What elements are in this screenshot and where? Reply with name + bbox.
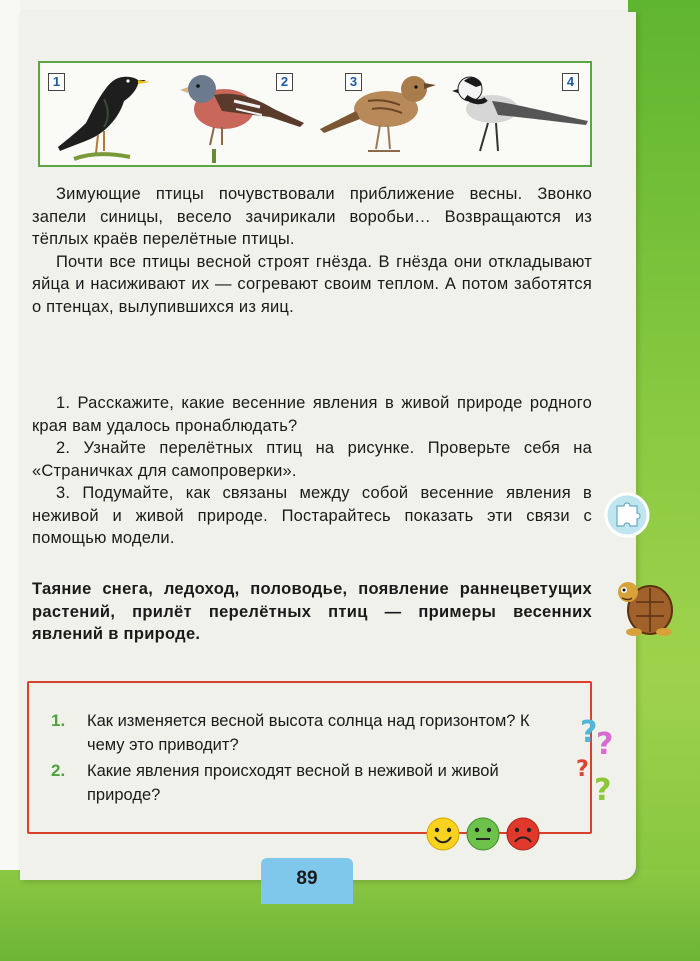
question-1 xyxy=(51,709,551,757)
page-number: 89 xyxy=(296,868,318,889)
bird-label-1: 1 xyxy=(48,73,65,91)
svg-text:?: ? xyxy=(594,773,612,804)
smiley-sad-icon xyxy=(506,817,540,851)
smiley-neutral-icon xyxy=(466,817,500,851)
puzzle-icon xyxy=(604,492,650,538)
svg-text:?: ? xyxy=(580,715,598,750)
starling-bird-icon xyxy=(54,65,154,165)
bird-label-4: 4 xyxy=(562,73,579,91)
task-3: 3. Подумайте, как связаны между собой весенние явления в неживой и живой природе. Постарайтесь показать эти связи с помощью модели. xyxy=(32,484,592,547)
svg-text:?: ? xyxy=(596,727,614,762)
turtle-mascot-icon xyxy=(614,570,676,638)
task-2: 2. Узнайте перелётных птиц на рисунке. Проверьте себя на «Страничках для самопроверки». xyxy=(32,439,592,480)
intro-paragraphs xyxy=(32,183,592,318)
question-2-text: Какие явления происходят весной в неживой и живой природе? xyxy=(87,762,499,804)
smiley-happy-icon xyxy=(426,817,460,851)
chaffinch-bird-icon xyxy=(174,65,314,165)
paragraph-birds-return: Зимующие птицы почувствовали приближение весны. Звонко запели синицы, весело зачирикали воробьи… Возвращаются из тёплых краёв перелётные птицы. xyxy=(32,185,592,248)
tasks-list xyxy=(32,392,592,550)
paragraph-nests: Почти все птицы весной строят гнёзда. В гнёзда они откладывают яйца и насиживают их — согревают своим теплом. А потом заботятся о птенцах, вылупившихся из яиц. xyxy=(32,252,592,316)
svg-text:?: ? xyxy=(576,757,589,782)
spring-phenomena-rule: Таяние снега, ледоход, половодье, появление раннецветущих растений, прилёт перелётных птиц — примеры весенних явлений в природе. xyxy=(32,580,592,643)
page-left-edge xyxy=(0,0,20,961)
task-1: 1. Расскажите, какие весенние явления в живой природе родного края вам удалось пронаблюдать? xyxy=(32,394,592,435)
bird-label-2: 2 xyxy=(276,73,293,91)
question-1-text: Как изменяется весной высота солнца над горизонтом? К чему это приводит? xyxy=(87,712,530,754)
bird-label-3: 3 xyxy=(345,73,362,91)
green-margin-right xyxy=(628,0,700,961)
review-questions-box xyxy=(27,681,592,834)
birds-illustration-panel xyxy=(38,61,592,167)
question-marks-icon xyxy=(574,712,624,804)
wagtail-bird-icon xyxy=(452,67,592,163)
question-1-number: 1. xyxy=(51,711,66,730)
question-2-number: 2. xyxy=(51,761,66,780)
lark-bird-icon xyxy=(316,65,446,165)
question-2 xyxy=(51,759,551,807)
